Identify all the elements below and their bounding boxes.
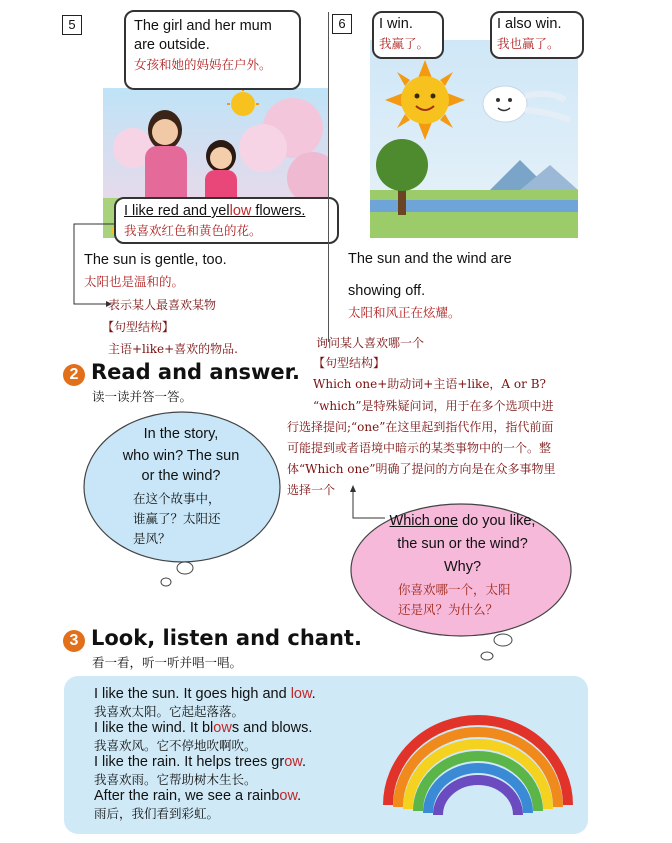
chant-lines bbox=[94, 686, 316, 822]
note-right-7: 体“Which one”明确了提问的方向是在众多事物里 bbox=[287, 462, 556, 476]
chant-1b: . bbox=[311, 686, 316, 702]
speech-sun-en: I win. bbox=[379, 16, 413, 32]
speech-wind-zh: 我也赢了。 bbox=[497, 36, 560, 51]
pink-en-which-one: Which one bbox=[389, 513, 459, 529]
chant-3a: I like the rain. It helps trees gr bbox=[94, 754, 285, 770]
chant-line-3-en bbox=[94, 754, 316, 771]
blue-en-3: or the wind? bbox=[141, 468, 221, 484]
section-2-subtitle: 读一读并答一答。 bbox=[92, 389, 193, 404]
narration-5-en-1: The girl and her mum bbox=[134, 18, 272, 34]
chant-line-1-zh: 我喜欢太阳。它起起落落。 bbox=[94, 704, 245, 719]
section-2-number: 2 bbox=[63, 364, 85, 386]
narration-bubble-5 bbox=[124, 10, 301, 90]
chant-3b: . bbox=[301, 754, 306, 770]
chant-4-red: ow bbox=[279, 788, 298, 804]
panel-6-illustration bbox=[370, 40, 578, 238]
blue-zh-1: 在这个故事中， bbox=[133, 491, 221, 506]
note-right-2: 【句型结构】 bbox=[313, 356, 386, 370]
note-right-1: 询问某人喜欢哪一个 bbox=[316, 336, 425, 350]
note-right-5: 行选择提问;“one”在这里起到指代作用，指代前面 bbox=[287, 420, 554, 434]
section-2-title: Read and answer. bbox=[91, 360, 300, 384]
pink-zh-2: 还是风？为什么？ bbox=[398, 602, 499, 617]
section-3-number: 3 bbox=[63, 630, 85, 652]
chant-2-red: ow bbox=[213, 720, 232, 736]
rainbow-picture bbox=[378, 700, 578, 820]
panel-6-number: 6 bbox=[332, 14, 352, 34]
section-3-subtitle: 看一看，听一听并唱一唱。 bbox=[92, 655, 243, 670]
section-3-title: Look, listen and chant. bbox=[91, 626, 362, 650]
chant-line-2-zh: 我喜欢风。它不停地吹啊吹。 bbox=[94, 738, 257, 753]
sun-character bbox=[385, 60, 465, 140]
pink-en-2: the sun or the wind? bbox=[397, 536, 528, 552]
blue-en-2: who win? The sun bbox=[122, 448, 240, 464]
note-right-4: “which”是特殊疑问词，用于在多个选项中进 bbox=[313, 399, 554, 413]
chant-line-2-en bbox=[94, 720, 316, 737]
chant-line-3-zh: 我喜欢雨。它帮助树木生长。 bbox=[94, 772, 257, 787]
note-right-3: Which one+助动词+主语+like，A or B? bbox=[313, 377, 546, 391]
narration-5-en-2: are outside. bbox=[134, 37, 210, 53]
note-left-2: 【句型结构】 bbox=[102, 320, 175, 334]
note-right-6: 可能提到或者语境中暗示的某类事物中的一个。整 bbox=[287, 441, 552, 455]
sun-and-wind-picture bbox=[370, 40, 578, 238]
panel-divider bbox=[328, 12, 329, 342]
chant-4b: . bbox=[297, 788, 302, 804]
speech-girl-en-1: I like red and yel bbox=[124, 203, 230, 219]
caption-6-en-2: showing off. bbox=[348, 283, 426, 299]
chant-line-4-zh: 雨后，我们看到彩虹。 bbox=[94, 806, 220, 821]
blue-zh-3: 是风？ bbox=[133, 531, 171, 546]
note-left-1: 表示某人最喜欢某物 bbox=[108, 298, 217, 312]
narration-5-zh: 女孩和她的妈妈在户外。 bbox=[134, 57, 272, 72]
panel-5-number: 5 bbox=[62, 15, 82, 35]
blue-en-1: In the story, bbox=[143, 426, 219, 442]
pink-en-3: Why? bbox=[443, 559, 482, 575]
speech-sun-zh: 我赢了。 bbox=[379, 36, 430, 51]
chant-1-red: low bbox=[290, 686, 312, 702]
chant-4a: After the rain, we see a rainb bbox=[94, 788, 280, 804]
caption-5-zh: 太阳也是温和的。 bbox=[84, 274, 185, 289]
pink-en-1: do you like, bbox=[458, 513, 536, 529]
speech-wind-en: I also win. bbox=[497, 16, 562, 32]
note-left-3: 主语+like+喜欢的物品. bbox=[108, 342, 238, 356]
speech-girl-en-2: flowers. bbox=[251, 203, 306, 219]
chant-line-1-en bbox=[94, 686, 316, 703]
chant-2b: s and blows. bbox=[231, 720, 313, 736]
caption-6-zh: 太阳和风正在炫耀。 bbox=[348, 305, 461, 320]
pink-zh-1: 你喜欢哪一个，太阳 bbox=[398, 582, 511, 597]
chant-2a: I like the wind. It bl bbox=[94, 720, 214, 736]
speech-bubble-sun bbox=[372, 11, 444, 59]
speech-girl-en-red: low bbox=[229, 203, 252, 219]
chant-1a: I like the sun. It goes high and bbox=[94, 686, 291, 702]
chant-3-red: ow bbox=[284, 754, 302, 770]
speech-girl-zh: 我喜欢红色和黄色的花。 bbox=[124, 223, 262, 238]
blue-zh-2: 谁赢了？太阳还 bbox=[133, 511, 221, 526]
caption-5-en: The sun is gentle, too. bbox=[84, 252, 227, 268]
chant-line-4-en bbox=[94, 788, 316, 805]
speech-bubble-girl bbox=[114, 197, 339, 244]
speech-bubble-wind bbox=[490, 11, 584, 59]
caption-6-en-1: The sun and the wind are bbox=[348, 251, 512, 267]
note-right-8: 选择一个 bbox=[287, 483, 336, 497]
